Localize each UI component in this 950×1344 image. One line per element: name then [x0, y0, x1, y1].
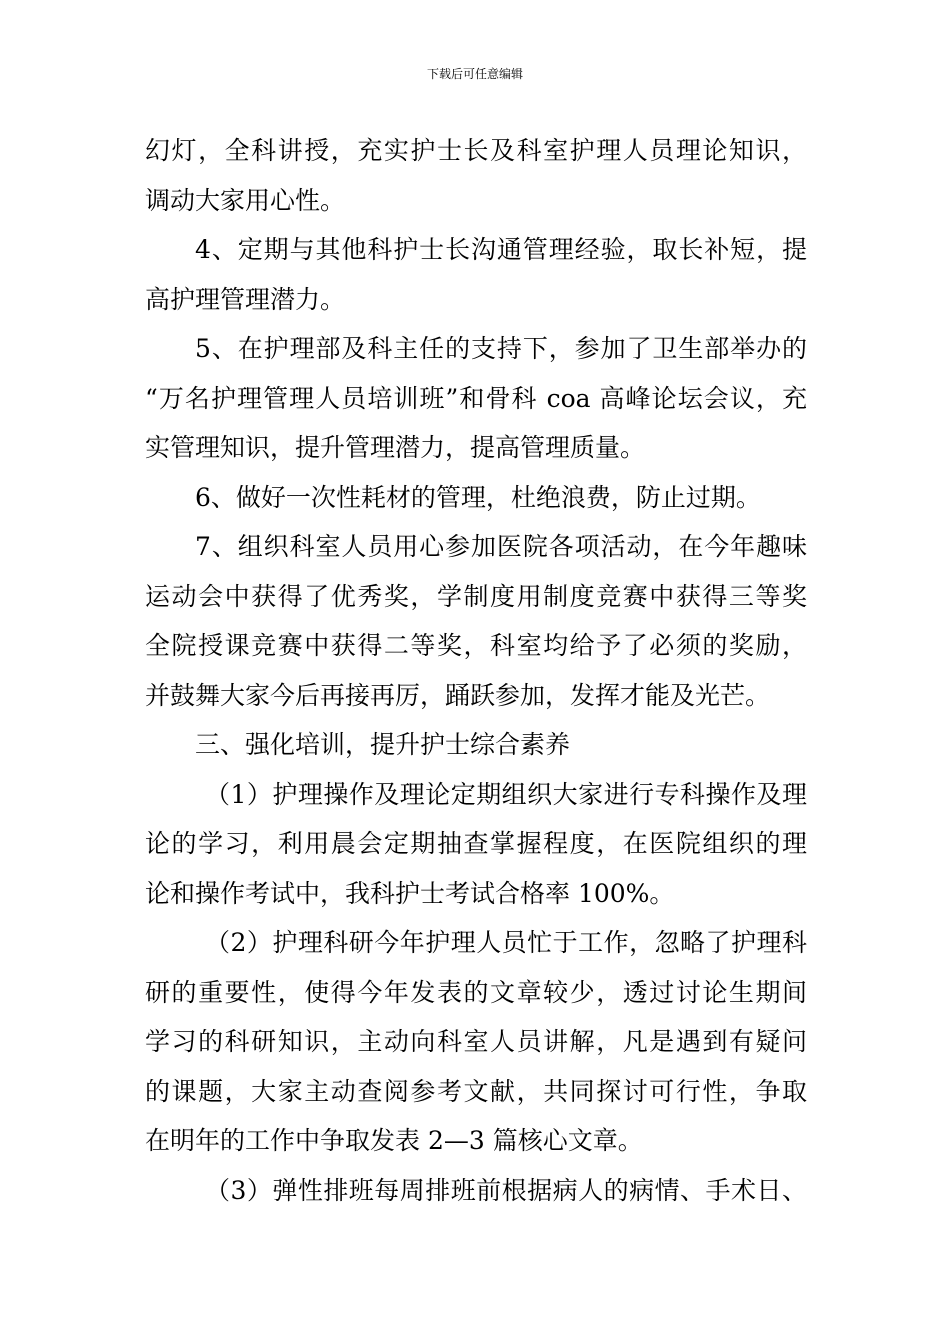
text-line: 6、做好一次性耗材的管理，杜绝浪费，防止过期。 [195, 482, 761, 512]
text-line: 论和操作考试中，我科护士考试合格率 100%。 [145, 878, 675, 908]
text-line: 在明年的工作中争取发表 2—3 篇核心文章。 [145, 1126, 643, 1155]
text-line: 运动会中获得了优秀奖，学制度用制度竞赛中获得三等奖 [145, 581, 807, 611]
page-header: 下载后可任意编辑 [426, 67, 523, 81]
text-line: 7、组织科室人员用心参加医院各项活动，在今年趣味 [195, 532, 807, 561]
text-line: 并鼓舞大家今后再接再厉，踊跃参加，发挥才能及光芒。 [145, 680, 771, 710]
text-line: 4、定期与其他科护士长沟通管理经验，取长补短，提 [195, 235, 807, 264]
text-line: （2）护理科研今年护理人员忙于工作，忽略了护理科 [205, 928, 807, 957]
text-line: 论的学习，利用晨会定期抽查掌握程度，在医院组织的理 [145, 829, 807, 858]
document-body [145, 126, 807, 1215]
text-line: 的课题，大家主动查阅参考文献，共同探讨可行性，争取 [145, 1076, 807, 1106]
text-line: 全院授课竞赛中获得二等奖，科室均给予了必须的奖励， [145, 631, 807, 660]
text-line: 调动大家用心性。 [145, 185, 346, 215]
text-line: 高护理管理潜力。 [145, 284, 346, 314]
text-line: （3）弹性排班每周排班前根据病人的病情、手术日、 [205, 1175, 807, 1205]
text-line: “万名护理管理人员培训班”和骨科 coa 高峰论坛会议，充 [145, 383, 807, 413]
text-line: 5、在护理部及科主任的支持下，参加了卫生部举办的 [195, 334, 807, 363]
text-line: 研的重要性，使得今年发表的文章较少，透过讨论生期间 [145, 977, 807, 1007]
text-line: 实管理知识，提升管理潜力，提高管理质量。 [145, 433, 646, 462]
text-line: 学习的科研知识，主动向科室人员讲解，凡是遇到有疑问 [145, 1027, 807, 1056]
text-line: （1）护理操作及理论定期组织大家进行专科操作及理 [205, 779, 807, 809]
text-line: 三、强化培训，提升护士综合素养 [195, 730, 571, 759]
text-line: 幻灯，全科讲授，充实护士长及科室护理人员理论知识， [145, 136, 807, 165]
